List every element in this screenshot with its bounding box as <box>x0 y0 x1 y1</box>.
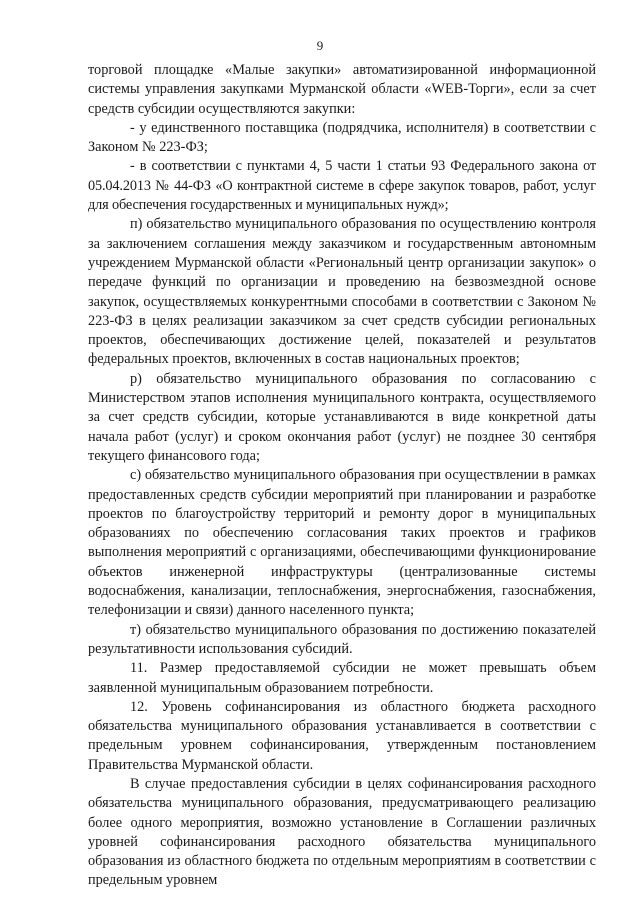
paragraph-item-s: с) обязательство муниципального образования при осуществлении в рамках предоставленных средств субсидии мероприятий при планировании и разработке проектов по благоустройству территорий и ремонту дорог в муниципальных образованиях по обеспечению согласования таких проектов и графиков выполнения мероприятий с организациями, обеспечивающими функционирование объектов инженерной инфраструктуры (централизованные системы водоснабжения, канализации, теплоснабжения, энергоснабжения, газоснабжения, телефонизации и связи) данного населенного пункта; <box>88 467 596 619</box>
paragraph-item-r: р) обязательство муниципального образования по согласованию с Министерством этапов исполнения муниципального контракта, осуществляемого за счет средств субсидии, которые устанавливаются в виде конкретной даты начала работ (услуг) и сроком окончания работ (услуг) не позднее 30 сентября текущего финансового года; <box>88 370 596 464</box>
list-item-federal-law-93: - в соответствии с пунктами 4, 5 части 1 статьи 93 Федерального закона от 05.04.2013 № 44-ФЗ «О контрактной системе в сфере закупок товаров, работ, услуг для обеспечения государственных и муниципальных нужд»; <box>88 158 596 214</box>
list-item-single-supplier: - у единственного поставщика (подрядчика, исполнителя) в соответствии с Законом № 223-ФЗ; <box>88 119 596 156</box>
paragraph-clause-12: 12. Уровень софинансирования из областного бюджета расходного обязательства муниципального образования устанавливается в соответствии с предельным уровнем софинансирования, утвержденным постановлением Правительства Мурманской области. <box>88 698 596 773</box>
paragraph-continuation: торговой площадке «Малые закупки» автоматизированной информационной системы управления закупками Мурманской области «WEB-Торги», если за счет средств субсидии осуществляются закупки: <box>88 62 596 117</box>
paragraph-clause-11: 11. Размер предоставляемой субсидии не может превышать объем заявленной муниципальным образованием потребности. <box>88 660 596 696</box>
paragraph-item-p: п) обязательство муниципального образования по осуществлению контроля за заключением соглашения между заказчиком и государственным автономным учреждением Мурманской области «Региональный центр организации закупок» о передаче функций по организации и проведению на безвозмездной основе закупок, осуществляемых конкурентными способами в соответствии с Законом № 223-ФЗ в целях реализации заказчиком за счет средств субсидии региональных проектов, обеспечивающих достижение целей, показателей и результатов федеральных проектов, включенных в состав национальных проектов; <box>88 216 596 368</box>
paragraph-cofinancing-case: В случае предоставления субсидии в целях софинансирования расходного обязательства муниципального образования, предусматривающего реализацию более одного мероприятия, возможно установление в Соглашении различных уровней софинансирования расходного обязательства муниципального образования из областного бюджета по отдельным мероприятиям в соответствии с предельным уровнем <box>88 775 596 889</box>
document-body <box>88 61 596 891</box>
page-number: 9 <box>316 38 324 53</box>
paragraph-item-t: т) обязательство муниципального образования по достижению показателей результативности использования субсидий. <box>88 621 596 657</box>
